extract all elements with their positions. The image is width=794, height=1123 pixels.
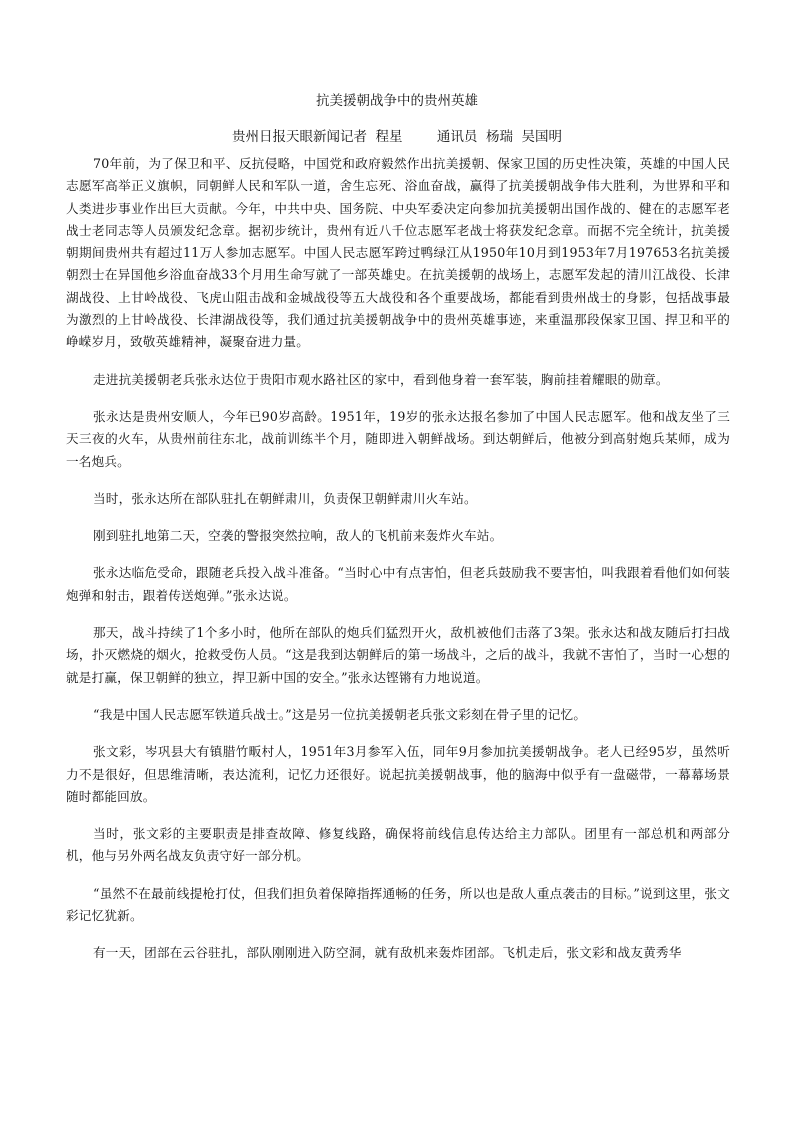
paragraph: 那天，战斗持续了1个多小时，他所在部队的炮兵们猛烈开火，敌机被他们击落了3架。张永达和战友随后打扫战场，扑灭燃烧的烟火，抢救受伤人员。“这是我到达朝鲜后的第一场战斗，之后的战斗，我就不害怕了，当时一心想的就是打赢，保卫朝鲜的独立，捍卫新中国的安全。”张永达铿锵有力地说道。 xyxy=(66,625,730,685)
paragraph: 走进抗美援朝老兵张永达位于贵阳市观水路社区的家中，看到他身着一套军装，胸前挂着耀眼的勋章。 xyxy=(93,371,669,387)
paragraph: 当时，张永达所在部队驻扎在朝鲜肃川，负责保卫朝鲜肃川火车站。 xyxy=(93,490,477,506)
paragraph: “虽然不在最前线提枪打仗，但我们担负着保障指挥通畅的任务，所以也是敌人重点袭击的目标。”说到这里，张文彩记忆犹新。 xyxy=(66,885,730,924)
paragraph: 张永达临危受命，跟随老兵投入战斗准备。“当时心中有点害怕，但老兵鼓励我不要害怕，叫我跟着看他们如何装炮弹和射击，跟着传送炮弹。”张永达说。 xyxy=(66,565,730,603)
paragraph: 刚到驻扎地第二天，空袭的警报突然拉响，敌人的飞机前来轰炸火车站。 xyxy=(93,528,503,544)
article-title: 抗美援朝战争中的贵州英雄 xyxy=(316,93,478,109)
paragraph: 有一天，团部在云谷驻扎，部队刚刚进入防空洞，就有敌机来轰炸团部。飞机走后，张文彩和战友黄秀华 xyxy=(93,945,682,961)
article-byline: 贵州日报天眼新闻记者 程星 通讯员 杨瑞 吴国明 xyxy=(231,129,563,145)
paragraph: 张文彩，岑巩县大有镇腊竹畈村人，1951年3月参军入伍，同年9月参加抗美援朝战争。老人已经95岁，虽然听力不是很好，但思维清晰，表达流利，记忆力还很好。说起抗美援朝战事，他的脑海中似乎有一盘磁带，一幕幕场景随时都能回放。 xyxy=(66,744,730,804)
article-body xyxy=(66,153,730,980)
paragraph: 当时，张文彩的主要职责是排查故障、修复线路，确保将前线信息传达给主力部队。团里有一部总机和两部分机，他与另外两名战友负责守好一部分机。 xyxy=(66,826,730,864)
paragraph: “我是中国人民志愿军铁道兵战士。”这是另一位抗美援朝老兵张文彩刻在骨子里的记忆。 xyxy=(93,706,587,722)
paragraph: 70年前，为了保卫和平、反抗侵略，中国党和政府毅然作出抗美援朝、保家卫国的历史性决策，英雄的中国人民志愿军高举正义旗帜，同朝鲜人民和军队一道，舍生忘死、浴血奋战，赢得了抗美援朝战争伟大胜利，为世界和平和人类进步事业作出巨大贡献。今年，中共中央、国务院、中央军委决定向参加抗美援朝出国作战的、健在的志愿军老战士老同志等人员颁发纪念章。据初步统计，贵州有近八千位志愿军老战士将获发纪念章。而据不完全统计，抗美援朝期间贵州共有超过11万人参加志愿军。中国人民志愿军跨过鸭绿江从1950年10月到1953年7月197653名抗美援朝烈士在异国他乡浴血奋战33个月用生命写就了一部英雄史。在抗美援朝的战场上，志愿军发起的清川江战役、长津湖战役、上甘岭战役、飞虎山阻击战和金城战役等五大战役和各个重要战场，都能看到贵州战士的身影，包括战事最为激烈的上甘岭战役、长津湖战役等，我们通过抗美援朝战争中的贵州英雄事迹，来重温那段保家卫国、捍卫和平的峥嵘岁月，致敬英雄精神，凝聚奋进力量。 xyxy=(66,156,730,350)
paragraph: 张永达是贵州安顺人，今年已90岁高龄。1951年，19岁的张永达报名参加了中国人民志愿军。他和战友坐了三天三夜的火车，从贵州前往东北，战前训练半个月，随即进入朝鲜战场。到达朝鲜后，他被分到高射炮兵某师，成为一名炮兵。 xyxy=(66,408,730,469)
